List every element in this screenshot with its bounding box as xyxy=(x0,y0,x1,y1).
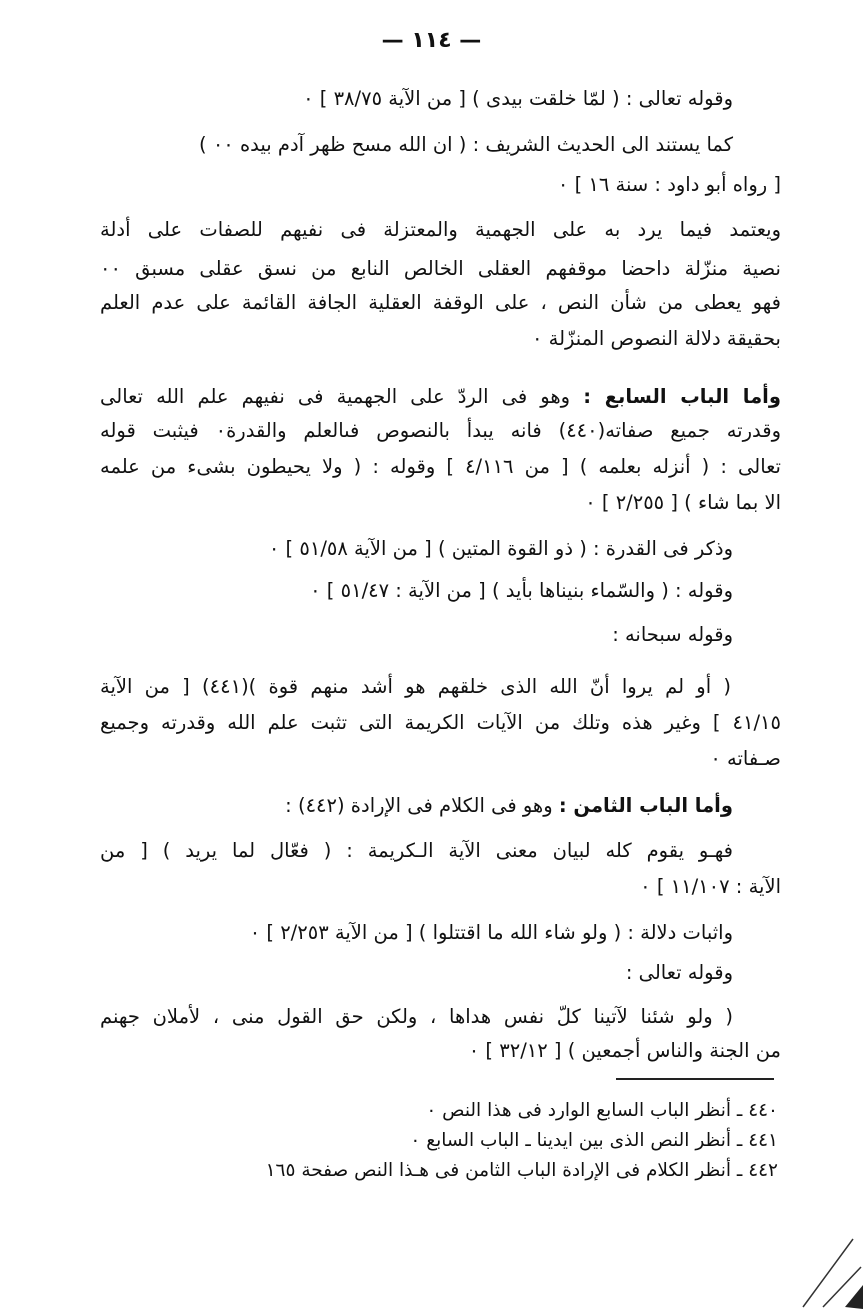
text-line: ويعتمد فيما يرد به على الجهمية والمعتزلة فى نفيهم للصفات على أدلة xyxy=(100,218,781,241)
text-line: الآية : ١١/١٠٧ ] ٠ xyxy=(640,875,781,898)
text-line: كما يستند الى الحديث الشريف : ( ان الله مسح ظهر آدم بيده ٠٠ ) xyxy=(199,133,733,156)
text-line: [ رواه أبو داود : سنة ١٦ ] ٠ xyxy=(557,173,781,196)
text-line: نصية منزّلة داحضا موقفهم العقلى الخالص النابع من نسق عقلى مسبق ٠٠ xyxy=(100,257,781,280)
text-line: وذكر فى القدرة : ( ذو القوة المتين ) [ من الآية ٥١/٥٨ ] ٠ xyxy=(268,537,733,560)
footnote: ٤٤١ ـ أنظر النص الذى بين ايدينا ـ الباب السابع ٠ xyxy=(410,1130,778,1151)
text-line: تعالى : ( أنزله بعلمه ) [ من ٤/١١٦ ] وقوله : ( ولا يحيطون بشىء من علمه xyxy=(100,455,781,478)
text-line: ٤١/١٥ ] وغير هذه وتلك من الآيات الكريمة التى تثبت علم الله وقدرته وجميع xyxy=(100,711,781,734)
text-line: فهـو يقوم كله لبيان معنى الآية الـكريمة : ( فعّال لما يريد ) [ من xyxy=(100,839,733,862)
text-line: صـفاته ٠ xyxy=(710,747,781,770)
text-line: فهو يعطى من شأن النص ، على الوقفة العقلية الجافة القائمة على عدم العلم xyxy=(100,291,781,314)
section-line xyxy=(285,793,733,819)
section-heading: وأما الباب الثامن : xyxy=(558,794,733,817)
text-line: وقوله : ( والسّماء بنيناها بأيد ) [ من الآية : ٥١/٤٧ ] ٠ xyxy=(310,579,733,602)
text-line: وقدرته جميع صفاته(٤٤٠) فانه يبدأ بالنصوص فىالعلم والقدرة٠ فيثبت قوله xyxy=(100,419,781,442)
text-line: ( أو لم يروا أنّ الله الذى خلقهم هو أشد منهم قوة )(٤٤١) [ من الآية xyxy=(100,675,731,698)
section-heading: وأما الباب السابع : xyxy=(583,385,781,408)
footnote: ٤٤٢ ـ أنظر الكلام فى الإرادة الباب الثامن فى هـذا النص صفحة ١٦٥ xyxy=(265,1160,778,1181)
text-line: وقوله سبحانه : xyxy=(612,623,733,646)
footnote-divider xyxy=(616,1078,774,1080)
page-corner-mark xyxy=(793,1219,863,1309)
text-line: الا بما شاء ) [ ٢/٢٥٥ ] ٠ xyxy=(585,491,781,514)
text-line: وقوله تعالى : xyxy=(625,961,733,984)
text-line: وقوله تعالى : ( لمّا خلقت بيدى ) [ من الآية ٣٨/٧٥ ] ٠ xyxy=(303,87,733,110)
text-span: وهو فى الكلام فى الإرادة (٤٤٢) : xyxy=(285,794,559,817)
page-number: — ١١٤ — xyxy=(381,28,482,53)
section-line xyxy=(100,384,781,410)
text-line: بحقيقة دلالة النصوص المنزّلة ٠ xyxy=(531,327,781,350)
text-line: من الجنة والناس أجمعين ) [ ٣٢/١٢ ] ٠ xyxy=(468,1039,781,1062)
text-span: وهو فى الردّ على الجهمية فى نفيهم علم الله تعالى xyxy=(100,385,584,408)
text-line: واثبات دلالة : ( ولو شاء الله ما اقتتلوا ) [ من الآية ٢/٢٥٣ ] ٠ xyxy=(249,921,733,944)
text-line: ( ولو شئنا لآتينا كلّ نفس هداها ، ولكن حق القول منى ، لأملان جهنم xyxy=(100,1005,733,1028)
footnote: ٤٤٠ ـ أنظر الباب السابع الوارد فى هذا النص ٠ xyxy=(426,1100,778,1121)
